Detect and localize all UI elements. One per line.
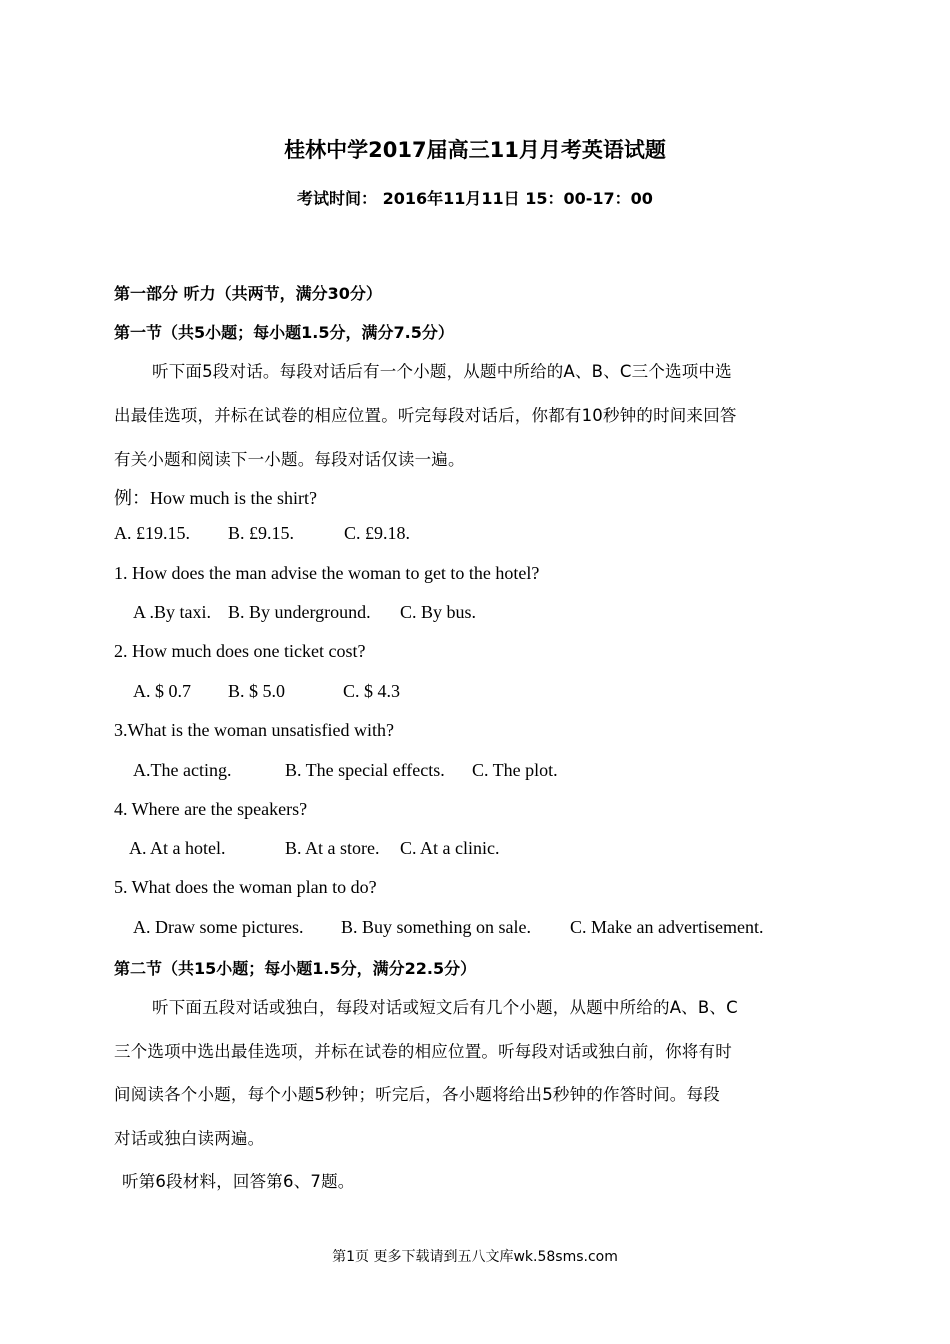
section2-instruction-line: 对话或独白读两遍。 (114, 1129, 265, 1148)
option-b: B. At a store. (285, 838, 380, 858)
section1-instruction-line: 出最佳选项，并标在试卷的相应位置。听完每段对话后，你都有10秒钟的时间来回答 (114, 406, 737, 425)
question-1-options (133, 602, 476, 623)
question-4: 4. Where are the speakers? (114, 799, 308, 819)
option-a: A. At a hotel. (129, 838, 226, 858)
option-a: A. £19.15. (114, 523, 190, 543)
option-b: B. The special effects. (285, 760, 445, 780)
page-footer: 第1页 更多下载请到五八文库wk.58sms.com (332, 1249, 618, 1265)
question-5-options (133, 917, 763, 938)
option-a: A .By taxi. (133, 602, 212, 622)
question-2-options (133, 681, 400, 702)
option-b: B. By underground. (228, 602, 371, 622)
option-c: C. By bus. (400, 602, 477, 622)
option-c: C. Make an advertisement. (570, 917, 764, 937)
question-5: 5. What does the woman plan to do? (114, 877, 377, 897)
section1-instruction-line: 听下面5段对话。每段对话后有一个小题，从题中所给的A、B、C三个选项中选 (152, 362, 732, 381)
question-1: 1. How does the man advise the woman to get to the hotel? (114, 563, 540, 583)
option-c: C. £9.18. (344, 523, 411, 543)
option-a: A. Draw some pictures. (133, 917, 304, 937)
section2-instruction-line: 三个选项中选出最佳选项，并标在试卷的相应位置。听每段对话或独白前，你将有时 (114, 1042, 732, 1061)
question-2: 2. How much does one ticket cost? (114, 641, 366, 661)
section2-instruction-line: 间阅读各个小题，每个小题5秒钟；听完后，各小题将给出5秒钟的作答时间。每段 (114, 1085, 720, 1104)
question-4-options (129, 838, 499, 859)
option-a: A.The acting. (133, 760, 232, 780)
option-c: C. $ 4.3 (343, 681, 401, 701)
option-b: B. $ 5.0 (228, 681, 286, 701)
question-3: 3.What is the woman unsatisfied with? (114, 720, 394, 740)
option-c: C. The plot. (472, 760, 558, 780)
section2-instruction-line: 听下面五段对话或独白，每段对话或短文后有几个小题，从题中所给的A、B、C (152, 998, 738, 1017)
page-title: 桂林中学2017届高三11月月考英语试题 (284, 138, 666, 162)
question-3-options (133, 760, 558, 781)
option-c: C. At a clinic. (400, 838, 500, 858)
material-note: 听第6段材料，回答第6、7题。 (122, 1172, 355, 1191)
option-a: A. $ 0.7 (133, 681, 191, 701)
section2-heading: 第二节（共15小题；每小题1.5分，满分22.5分） (114, 959, 477, 978)
option-b: B. £9.15. (228, 523, 295, 543)
section1-instruction-line: 有关小题和阅读下一小题。每段对话仅读一遍。 (114, 450, 465, 469)
section1-heading: 第一节（共5小题；每小题1.5分，满分7.5分） (114, 323, 454, 342)
option-b: B. Buy something on sale. (341, 917, 531, 937)
example-question: 例：How much is the shirt? (114, 488, 317, 508)
exam-time: 考试时间： 2016年11月11日 15：00-17：00 (297, 189, 653, 208)
example-options (114, 523, 410, 544)
part1-heading: 第一部分 听力（共两节，满分30分） (114, 284, 382, 303)
